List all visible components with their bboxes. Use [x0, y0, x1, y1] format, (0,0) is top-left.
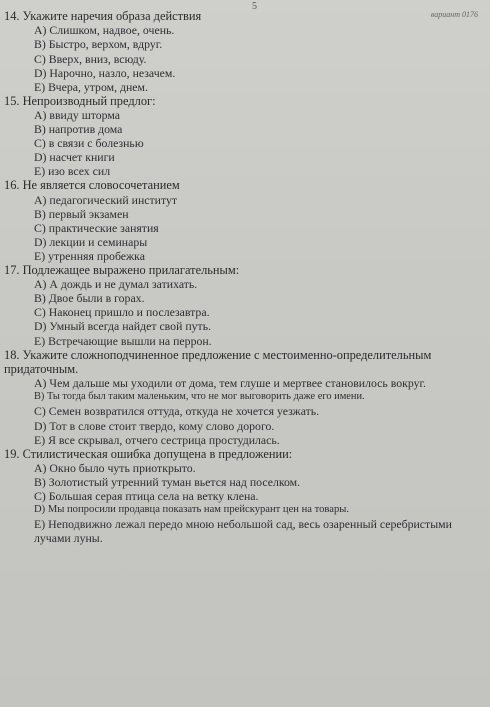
answer-option: А) педагогический институт [34, 192, 178, 207]
answer-option: D) Нарочно, назло, незачем. [34, 65, 176, 80]
answer-option: В) Быстро, верхом, вдруг. [34, 37, 163, 52]
answer-option: Е) Я все скрывал, отчего сестрица простудилась. [34, 432, 280, 447]
answer-option: А) А дождь и не думал затихать. [34, 277, 198, 292]
answer-option: С) практические занятия [34, 220, 159, 235]
answer-option: D) Умный всегда найдет свой путь. [34, 319, 212, 334]
answer-option: В) первый экзамен [34, 206, 129, 221]
question-text: 16. Не является словосочетанием [4, 178, 180, 193]
question-text: 14. Укажите наречия образа действия [4, 9, 202, 23]
answer-option: А) Чем дальше мы уходили от дома, тем глуше и мертвее становилось вокруг. [34, 376, 426, 391]
answer-option: В) напротив дома [34, 122, 123, 137]
answer-option: С) Большая серая птица села на ветку клена. [34, 489, 259, 504]
answer-option: Е) Вчера, утром, днем. [34, 79, 148, 94]
answer-option: С) Семен возвратился оттуда, откуда не хочется уезжать. [34, 404, 320, 419]
answer-option: Е) Неподвижно лежал передо мною небольшой сад, весь озаренный серебристыми лучами луны. [34, 517, 452, 546]
page-number: 5 [252, 1, 257, 12]
answer-option: В) Золотистый утренний туман вьется над поселком. [34, 475, 301, 490]
question-14 [4, 9, 484, 94]
question-16 [4, 178, 484, 263]
question-15 [4, 94, 484, 179]
answer-options [4, 193, 484, 263]
question-text: 18. Укажите сложноподчиненное предложение с местоименно-определительным придаточным. [4, 347, 432, 376]
answer-option: D) Мы попросили продавца показать нам прейскурант цен на товары. [34, 504, 350, 516]
answer-option: А) Слишком, надвое, очень. [34, 23, 175, 38]
question-text: 19. Стилистическая ошибка допущена в предложении: [4, 446, 293, 461]
answer-option: С) Наконец пришло и послезавтра. [34, 305, 210, 320]
answer-options [4, 376, 484, 446]
answer-options [4, 23, 484, 93]
answer-option: С) Вверх, вниз, всюду. [34, 51, 147, 66]
answer-options [4, 108, 484, 178]
answer-option: Е) утренняя пробежка [34, 248, 145, 263]
answer-option: В) Двое были в горах. [34, 291, 145, 306]
answer-option: С) в связи с болезнью [34, 136, 144, 151]
question-text: 15. Непроизводный предлог: [4, 93, 156, 108]
answer-option: D) лекции и семинары [34, 234, 148, 249]
answer-options [4, 277, 484, 347]
answer-option: Е) Встречающие вышли на перрон. [34, 333, 212, 348]
answer-options [4, 461, 484, 545]
question-text: 17. Подлежащее выражено прилагательным: [4, 262, 240, 277]
question-18 [4, 348, 484, 447]
questions-list [4, 9, 484, 545]
question-17 [4, 263, 484, 348]
answer-option: D) Тот в слове стоит твердо, кому слово дорого. [34, 418, 275, 433]
answer-option: А) ввиду шторма [34, 108, 121, 123]
answer-option: В) Ты тогда был таким маленьким, что не мог выговорить даже его имени. [34, 391, 365, 403]
answer-option: Е) изо всех сил [34, 164, 111, 179]
answer-option: А) Окно было чуть приоткрыто. [34, 461, 196, 476]
question-19 [4, 447, 484, 546]
answer-option: D) насчет книги [34, 150, 115, 165]
variant-label: вариант 0176 [430, 10, 478, 19]
